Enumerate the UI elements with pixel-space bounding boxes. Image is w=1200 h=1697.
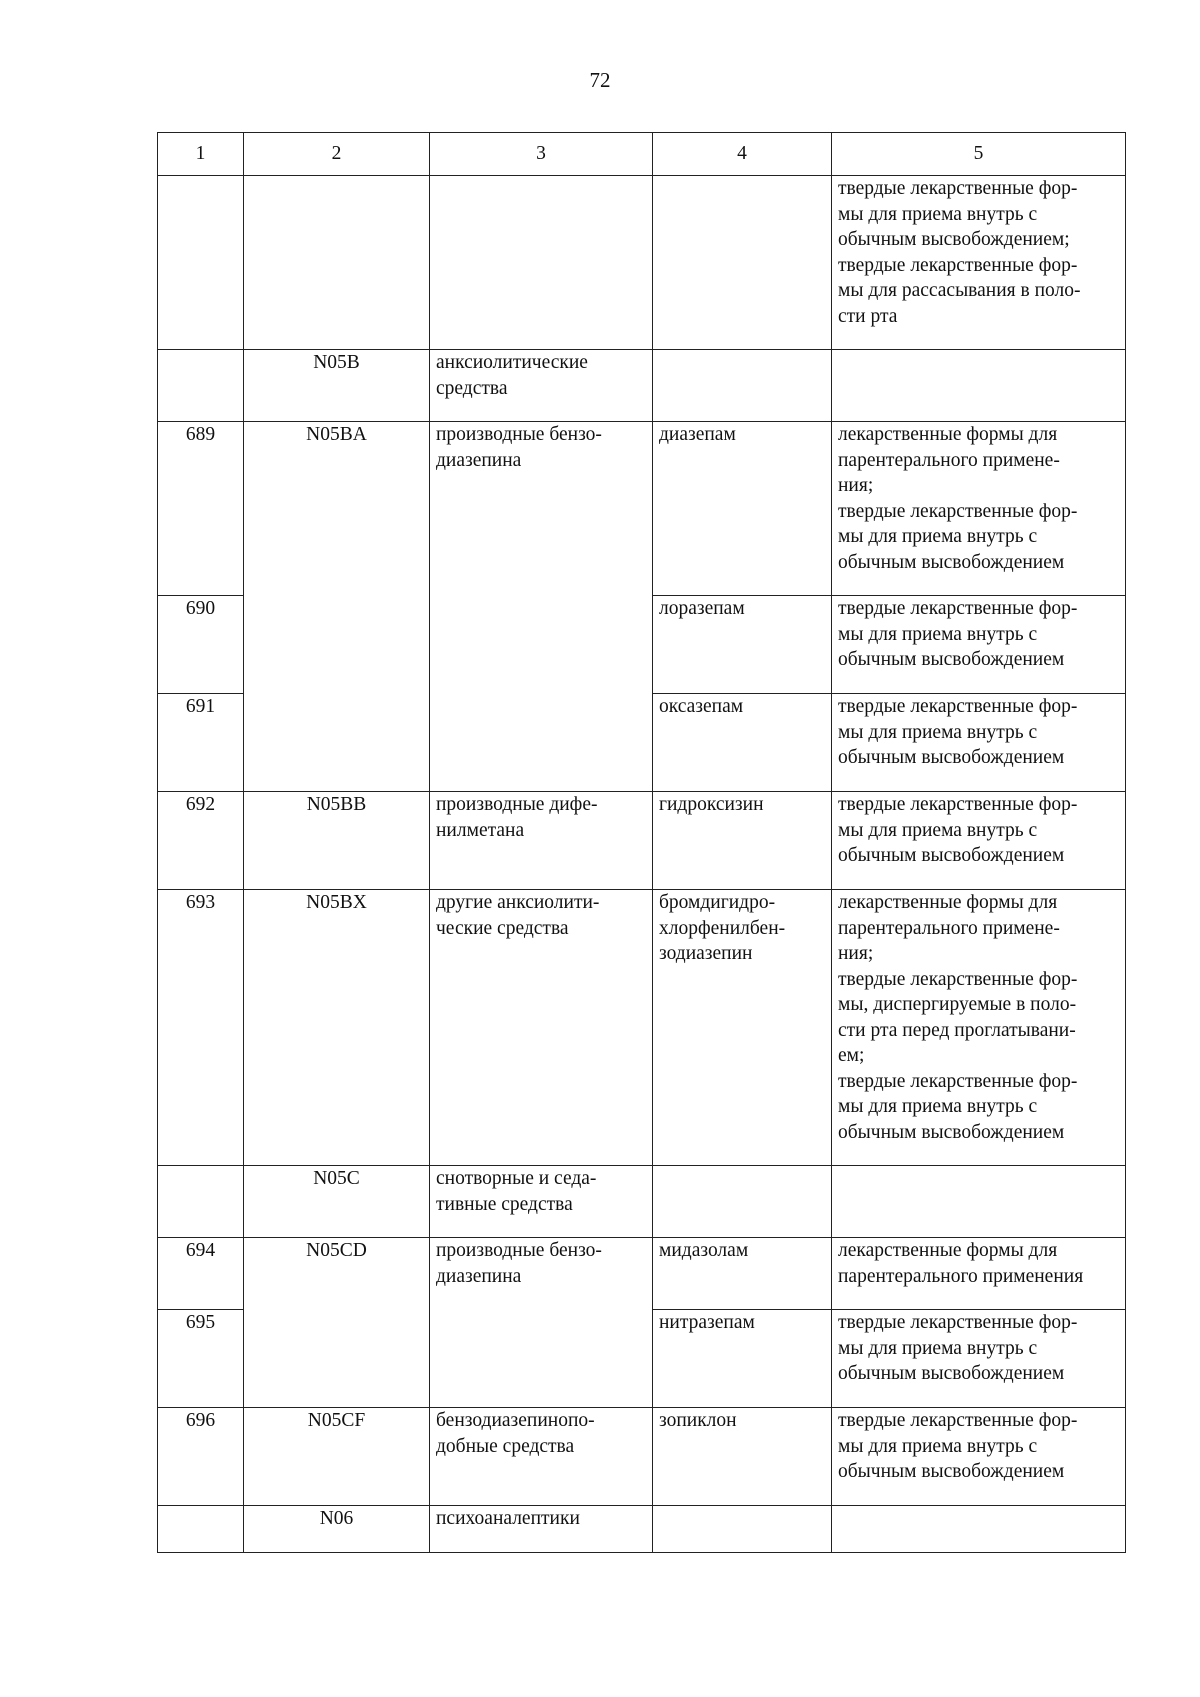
row-number-cell: 695 <box>158 1310 244 1408</box>
drug-name-line: диазепам <box>659 424 736 445</box>
row-number-cell: 694 <box>158 1238 244 1310</box>
dosage-form-line: обычным высвобождением <box>838 649 1065 670</box>
dosage-form-line: твердые лекарственные фор- <box>838 1410 1078 1431</box>
atc-group-cell <box>430 792 653 890</box>
table-row <box>158 1166 1126 1238</box>
page-number: 72 <box>589 68 611 92</box>
dosage-forms-cell <box>832 1238 1126 1310</box>
atc-group-line: производные дифе- <box>436 794 598 815</box>
table-row <box>158 350 1126 422</box>
drug-list-table <box>157 132 1126 1553</box>
drug-name-cell <box>653 422 832 596</box>
dosage-forms-cell <box>832 350 1126 422</box>
drug-name-line: хлорфенилбен- <box>659 917 786 939</box>
table-row <box>158 890 1126 1166</box>
dosage-form-line: обычным высвобождением <box>838 551 1065 573</box>
atc-group-cell <box>430 422 653 792</box>
dosage-form-line: лекарственные формы для <box>838 892 1058 913</box>
atc-group-cell <box>430 1166 653 1238</box>
dosage-form-line: твердые лекарственные фор- <box>838 794 1078 815</box>
drug-name-line: зодиазепин <box>659 943 753 964</box>
drug-name-cell <box>653 596 832 694</box>
dosage-forms-cell <box>832 596 1126 694</box>
table-row <box>158 422 1126 596</box>
dosage-form-line: мы для рассасывания в поло- <box>838 280 1081 301</box>
dosage-forms-cell <box>832 1506 1126 1553</box>
atc-group-line: производные бензо- <box>436 424 602 445</box>
drug-name-line: гидроксизин <box>659 794 764 815</box>
dosage-form-line: сти рта перед проглатывани- <box>838 1019 1076 1041</box>
row-number-cell: 692 <box>158 792 244 890</box>
dosage-forms-cell <box>832 890 1126 1166</box>
atc-group-line: диазепина <box>436 449 522 471</box>
dosage-form-line: твердые лекарственные фор- <box>838 1312 1078 1333</box>
dosage-form-line: твердые лекарственные фор- <box>838 500 1078 522</box>
dosage-forms-cell <box>832 1310 1126 1408</box>
dosage-form-line: обычным высвобождением <box>838 1363 1065 1384</box>
dosage-form-line: парентерального примене- <box>838 917 1060 939</box>
dosage-form-line: парентерального применения <box>838 1265 1084 1287</box>
atc-group-line: добные средства <box>436 1435 575 1457</box>
dosage-form-line: твердые лекарственные фор- <box>838 178 1078 199</box>
dosage-form-line: обычным высвобождением; <box>838 229 1070 250</box>
drug-name-cell <box>653 792 832 890</box>
header-cell-2: 2 <box>244 133 430 176</box>
row-number-cell <box>158 350 244 422</box>
dosage-forms-cell <box>832 422 1126 596</box>
dosage-forms-cell <box>832 1166 1126 1238</box>
atc-code-cell: N06 <box>244 1506 430 1553</box>
row-number-cell <box>158 1166 244 1238</box>
table-row <box>158 1506 1126 1553</box>
atc-group-line: диазепина <box>436 1265 522 1287</box>
dosage-form-line: обычным высвобождением <box>838 747 1065 768</box>
dosage-form-line: лекарственные формы для <box>838 424 1058 445</box>
atc-group-line: производные бензо- <box>436 1240 602 1261</box>
dosage-form-line: мы для приема внутрь с <box>838 1337 1038 1359</box>
atc-group-line: психоаналептики <box>436 1508 580 1529</box>
atc-group-line: снотворные и седа- <box>436 1168 597 1189</box>
row-number-cell: 696 <box>158 1408 244 1506</box>
dosage-form-line: мы для приема внутрь с <box>838 1096 1038 1117</box>
header-cell-3: 3 <box>430 133 653 176</box>
table-row <box>158 1408 1126 1506</box>
row-number-cell <box>158 176 244 350</box>
dosage-form-line: обычным высвобождением <box>838 845 1065 866</box>
dosage-forms-cell <box>832 1408 1126 1506</box>
drug-name-line: лоразепам <box>659 598 745 619</box>
atc-group-cell <box>430 1408 653 1506</box>
dosage-form-line: парентерального примене- <box>838 449 1060 471</box>
drug-name-line: нитразепам <box>659 1312 755 1333</box>
dosage-forms-cell <box>832 792 1126 890</box>
dosage-form-line: твердые лекарственные фор- <box>838 968 1078 990</box>
atc-code-cell: N05C <box>244 1166 430 1238</box>
dosage-forms-cell <box>832 176 1126 350</box>
row-number-cell: 693 <box>158 890 244 1166</box>
atc-code-cell: N05BA <box>244 422 430 792</box>
header-cell-4: 4 <box>653 133 832 176</box>
row-number-cell: 691 <box>158 694 244 792</box>
atc-code-cell: N05CF <box>244 1408 430 1506</box>
table-header-row <box>158 133 1126 176</box>
atc-code-cell <box>244 176 430 350</box>
header-cell-5: 5 <box>832 133 1126 176</box>
atc-group-line: бензодиазепинопо- <box>436 1410 595 1431</box>
dosage-form-line: мы для приема внутрь с <box>838 623 1038 645</box>
atc-group-line: ческие средства <box>436 917 569 939</box>
drug-name-cell <box>653 350 832 422</box>
dosage-form-line: мы для приема внутрь с <box>838 721 1038 743</box>
dosage-form-line: твердые лекарственные фор- <box>838 598 1078 619</box>
atc-group-cell <box>430 350 653 422</box>
drug-name-cell <box>653 1408 832 1506</box>
atc-code-cell: N05BB <box>244 792 430 890</box>
drug-name-cell <box>653 890 832 1166</box>
table-row <box>158 1238 1126 1310</box>
drug-name-cell <box>653 176 832 350</box>
atc-group-line: анксиолитические <box>436 352 588 373</box>
atc-group-line: тивные средства <box>436 1193 573 1215</box>
drug-name-cell <box>653 1310 832 1408</box>
dosage-form-line: обычным высвобождением <box>838 1121 1065 1143</box>
dosage-form-line: сти рта <box>838 305 898 327</box>
atc-group-cell <box>430 176 653 350</box>
atc-group-line: другие анксиолити- <box>436 892 600 913</box>
row-number-cell <box>158 1506 244 1553</box>
dosage-form-line: обычным высвобождением <box>838 1461 1065 1482</box>
drug-name-cell <box>653 1166 832 1238</box>
atc-code-cell: N05B <box>244 350 430 422</box>
drug-name-line: бромдигидро- <box>659 892 776 913</box>
dosage-form-line: лекарственные формы для <box>838 1240 1058 1261</box>
dosage-form-line: мы для приема внутрь с <box>838 526 1038 547</box>
atc-group-cell <box>430 1238 653 1408</box>
dosage-form-line: мы для приема внутрь с <box>838 1435 1038 1457</box>
atc-group-cell <box>430 890 653 1166</box>
drug-name-line: зопиклон <box>659 1410 737 1431</box>
dosage-form-line: ния; <box>838 943 874 964</box>
drug-name-cell <box>653 694 832 792</box>
drug-name-line: мидазолам <box>659 1240 749 1261</box>
atc-group-cell <box>430 1506 653 1553</box>
drug-name-cell <box>653 1238 832 1310</box>
dosage-form-line: твердые лекарственные фор- <box>838 696 1078 717</box>
table-row <box>158 176 1126 350</box>
atc-code-cell: N05BX <box>244 890 430 1166</box>
dosage-form-line: ния; <box>838 475 874 496</box>
dosage-form-line: мы для приема внутрь с <box>838 819 1038 841</box>
dosage-forms-cell <box>832 694 1126 792</box>
dosage-form-line: мы, диспергируемые в поло- <box>838 994 1077 1015</box>
drug-name-line: оксазепам <box>659 696 744 717</box>
header-cell-1: 1 <box>158 133 244 176</box>
dosage-form-line: ем; <box>838 1045 865 1066</box>
dosage-form-line: твердые лекарственные фор- <box>838 254 1078 276</box>
row-number-cell: 690 <box>158 596 244 694</box>
drug-name-cell <box>653 1506 832 1553</box>
atc-group-line: нилметана <box>436 819 525 841</box>
row-number-cell: 689 <box>158 422 244 596</box>
atc-code-cell: N05CD <box>244 1238 430 1408</box>
atc-group-line: средства <box>436 377 508 399</box>
table-row <box>158 792 1126 890</box>
dosage-form-line: твердые лекарственные фор- <box>838 1070 1078 1092</box>
dosage-form-line: мы для приема внутрь с <box>838 203 1038 225</box>
